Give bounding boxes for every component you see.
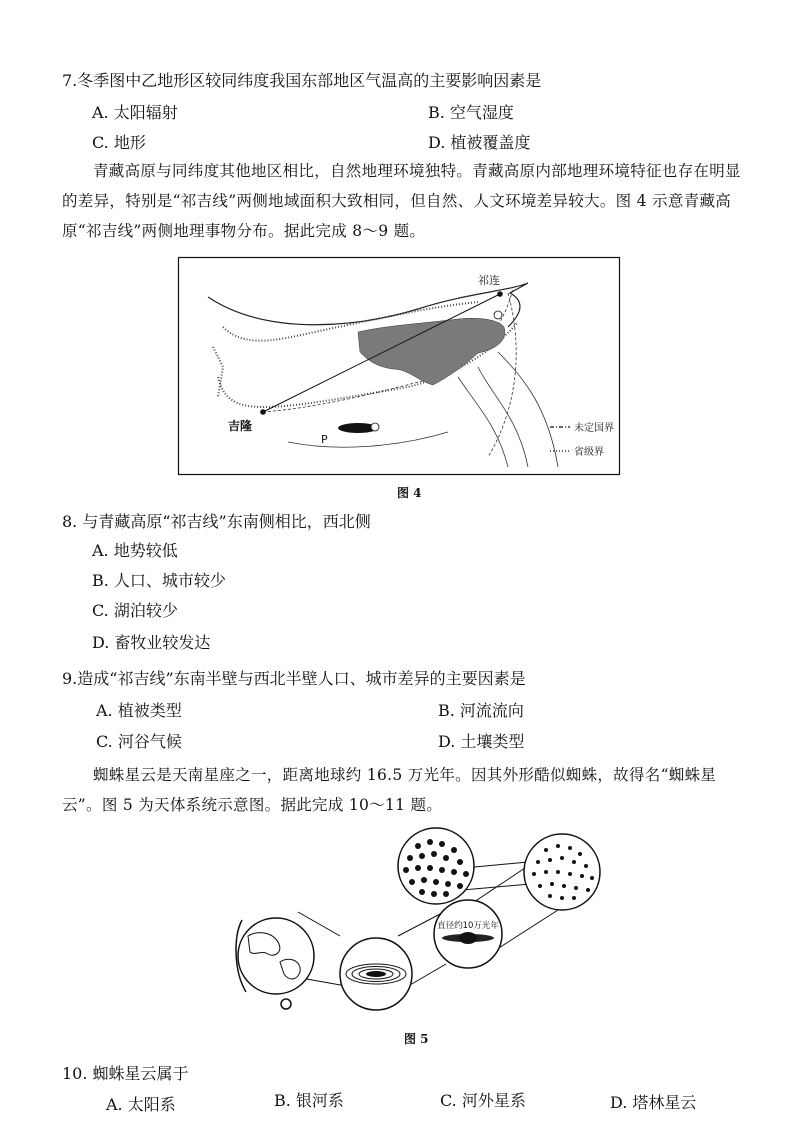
earth-globe — [236, 918, 314, 1009]
figure-4-map — [178, 257, 620, 475]
figure-4-caption: 图 4 — [397, 486, 422, 500]
q10-option-a[interactable]: A. 太阳系 — [106, 1095, 176, 1114]
passage-spider-nebula: 蜘蛛星云是天南星座之一，距离地球约 16.5 万光年。因其外形酷似蜘蛛，故得名“蜘蛛星云”。图 5 为天体系统示意图。据此完成 10～11 题。 — [62, 766, 717, 814]
q8-option-c[interactable]: C. 湖泊较少 — [92, 601, 178, 620]
q9-option-d[interactable]: D. 土壤类型 — [438, 732, 525, 751]
q9-option-a[interactable]: A. 植被类型 — [96, 701, 182, 720]
q7-option-a[interactable]: A. 太阳辐射 — [92, 103, 178, 122]
q10-option-d[interactable]: D. 塔林星云 — [610, 1093, 697, 1112]
q9-stem: 9.造成“祁吉线”东南半壁与西北半壁人口、城市差异的主要因素是 — [62, 669, 526, 688]
q9-option-b[interactable]: B. 河流流向 — [438, 701, 524, 720]
q8-option-b[interactable]: B. 人口、城市较少 — [92, 571, 226, 590]
q10-stem: 10. 蜘蛛星云属于 — [62, 1064, 189, 1083]
galaxy-cluster-left — [398, 828, 474, 904]
figure-5-caption: 图 5 — [404, 1032, 429, 1046]
q8-stem: 8. 与青藏高原“祁吉线”东南侧相比，西北侧 — [62, 512, 371, 531]
q10-option-b[interactable]: B. 银河系 — [274, 1091, 344, 1110]
legend-provincial-border: 省级界 — [574, 447, 604, 458]
milky-way-disc — [434, 900, 502, 968]
q9-option-c[interactable]: C. 河谷气候 — [96, 732, 182, 751]
label-qilian: 祁连 — [478, 274, 500, 287]
label-jilong: 吉隆 — [228, 419, 253, 433]
figure-5-diagram — [228, 832, 608, 1024]
q7-stem: 7.冬季图中乙地形区较同纬度我国东部地区气温高的主要影响因素是 — [62, 71, 542, 90]
q7-option-d[interactable]: D. 植被覆盖度 — [428, 133, 531, 152]
q8-option-a[interactable]: A. 地势较低 — [92, 541, 178, 560]
jilong-point — [260, 409, 266, 415]
passage-qiji-line: 青藏高原与同纬度其他地区相比，自然地理环境独特。青藏高原内部地理环境特征也存在明显的差异，特别是“祁吉线”两侧地域面积大致相同，但自然、人文环境差异较大。图 4 示意青藏高原“祁吉线”两侧地理事物分布。据此完成 8～9 题。 — [62, 162, 741, 240]
q7-option-c[interactable]: C. 地形 — [92, 133, 146, 152]
galaxy-diameter-label: 直径约10万光年 — [437, 921, 499, 931]
label-p: P — [321, 433, 328, 446]
legend-undetermined-border: 未定国界 — [574, 423, 614, 434]
q8-option-d[interactable]: D. 畜牧业较发达 — [92, 633, 211, 652]
q10-option-c[interactable]: C. 河外星系 — [440, 1091, 526, 1110]
galaxy-cluster-right — [524, 834, 600, 910]
q7-option-b[interactable]: B. 空气湿度 — [428, 103, 514, 122]
solar-system-disc — [340, 938, 412, 1010]
qilian-point — [497, 291, 503, 297]
